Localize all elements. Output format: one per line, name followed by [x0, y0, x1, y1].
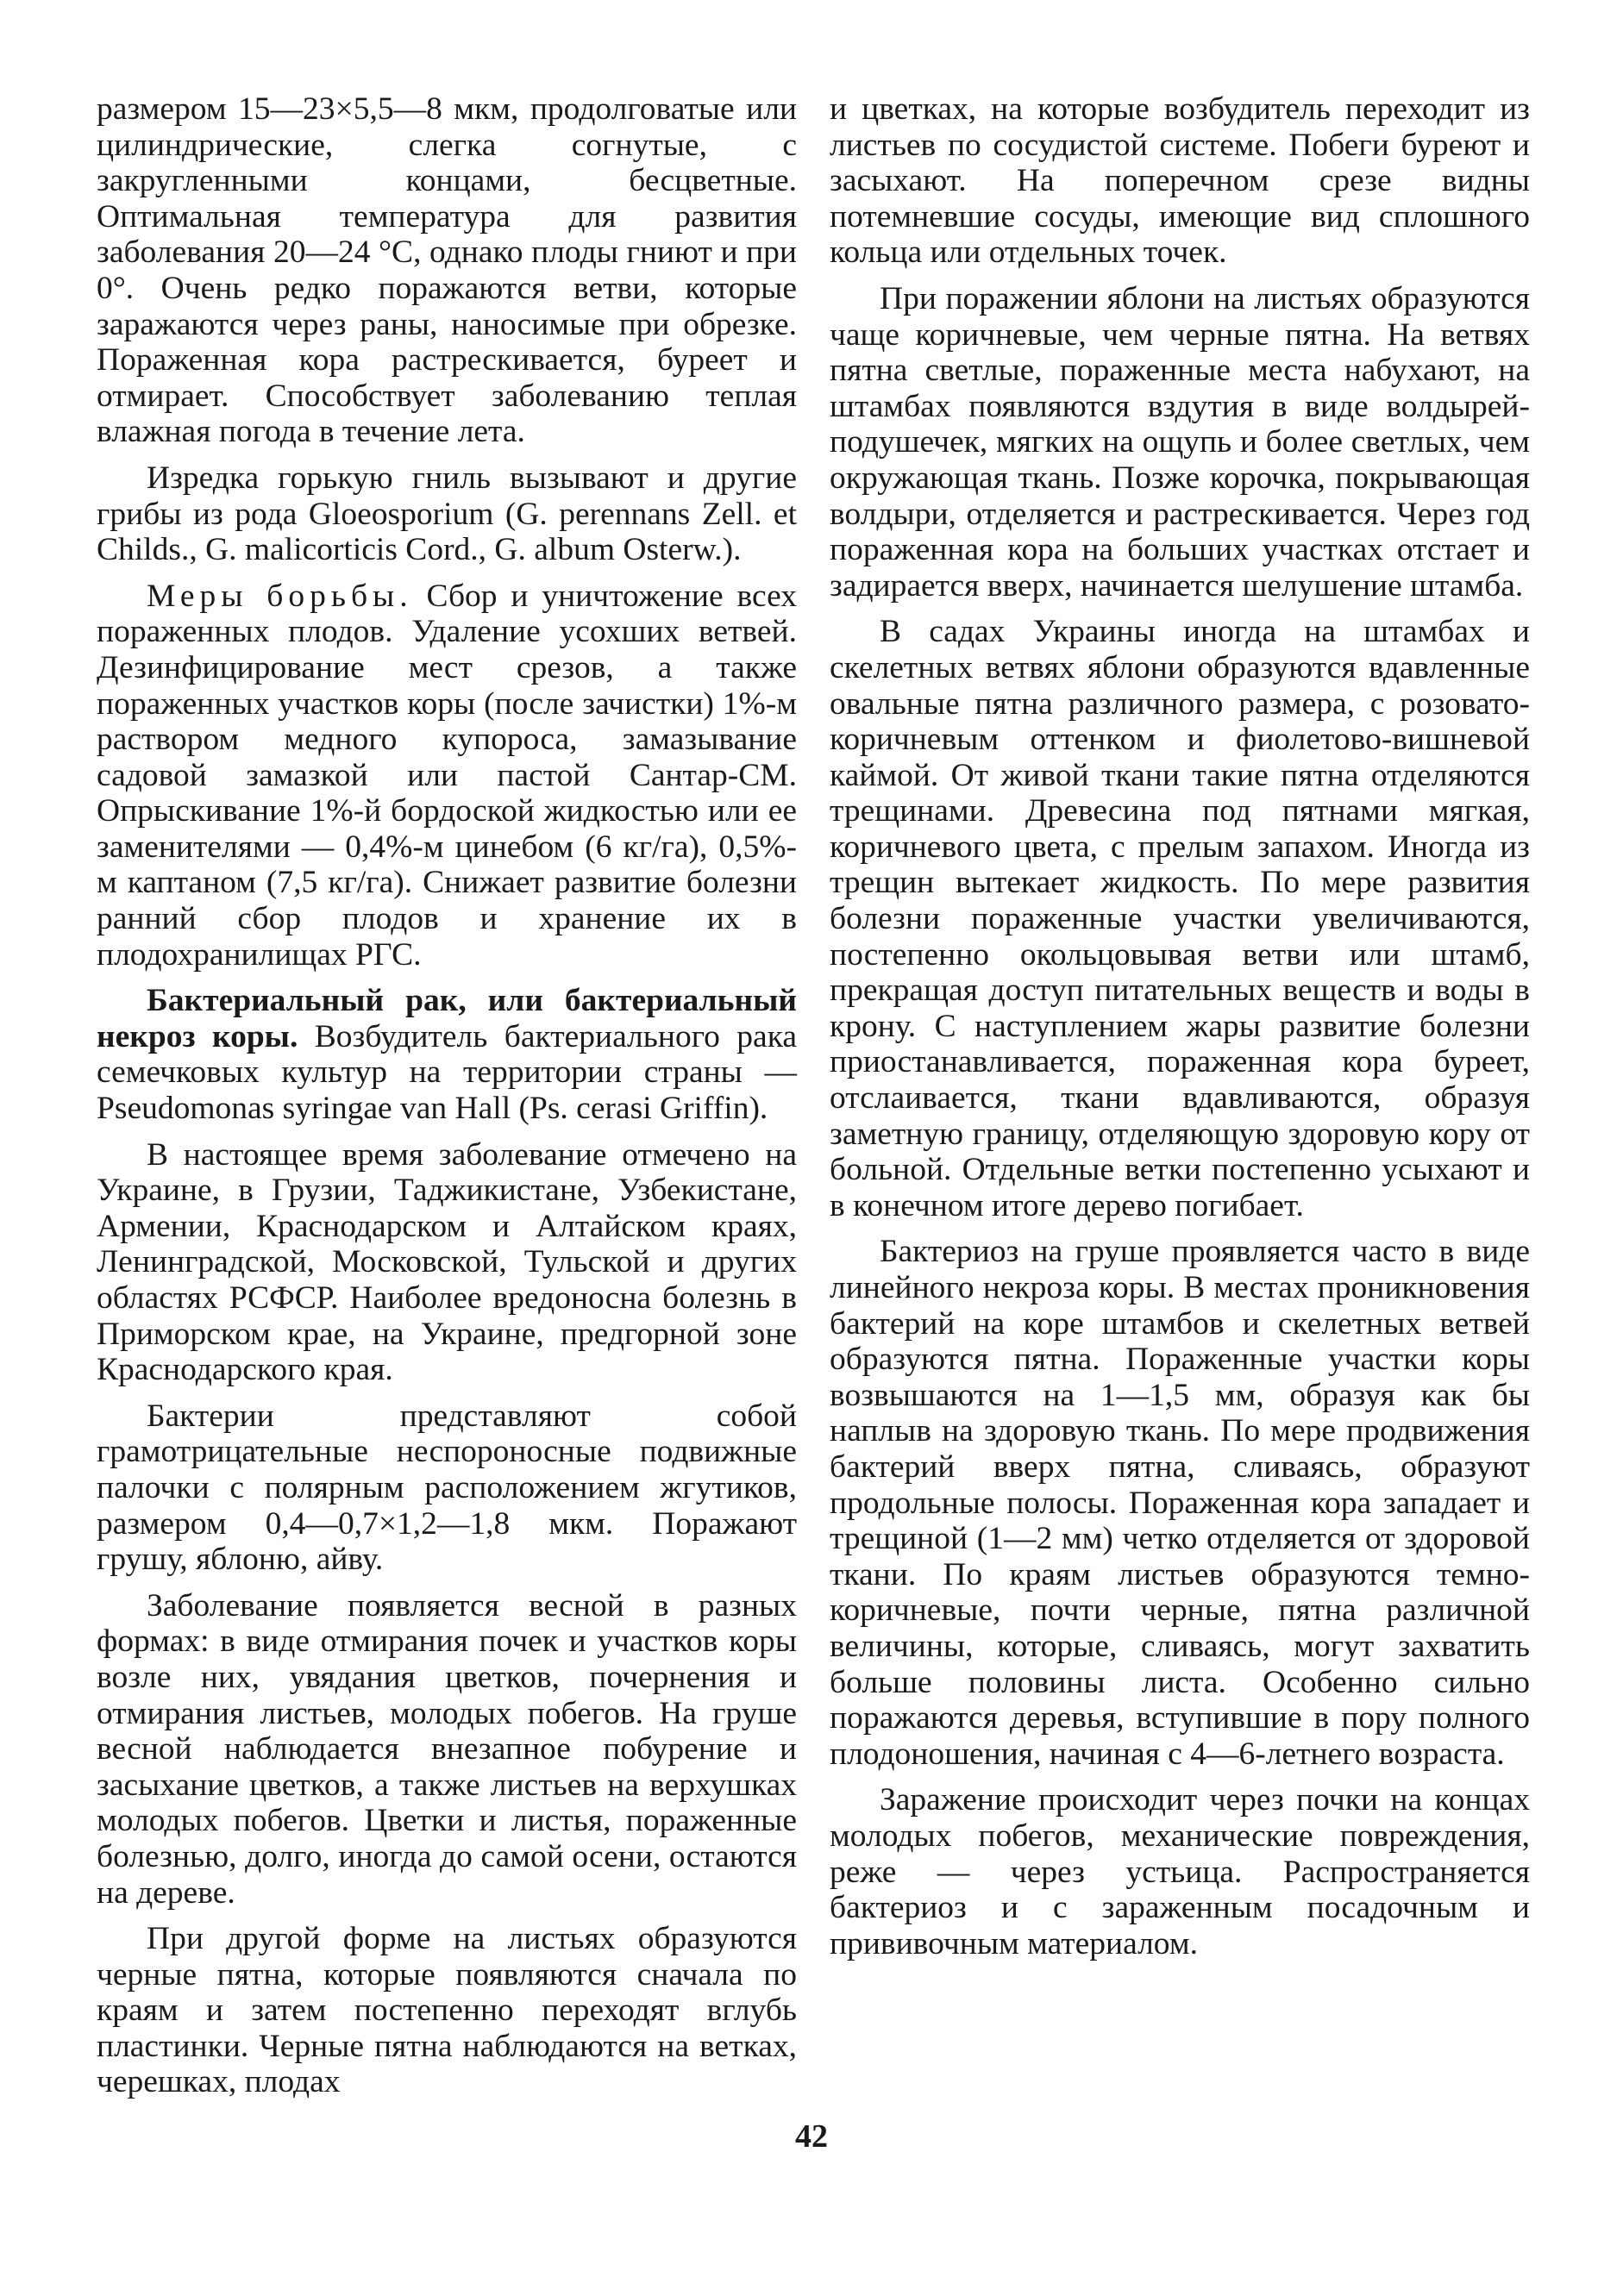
paragraph-pear-bacteriosis: Бактериоз на груше проявляется часто в виде линейного некроза коры. В местах проникновения бактерий на коре штамбов и скелетных ветвей образуются пятна. Пораженные участки коры возвышаются на 1—1,5 мм, образуя как бы наплыв на здоровую ткань. По мере продвижения бактерий вверх пятна, сливаясь, образуют продольные полосы. Пораженная кора западает и трещиной (1—2 мм) четко отделяется от здоровой ткани. По краям листьев образуются темно-коричневые, почти черные, пятна различной величины, которые, сливаясь, могут захватить больше половины листа. Особенно сильно поражаются деревья, вступившие в пору полного плодоношения, начиная с 4—6-летнего возраста. [830, 1234, 1530, 1772]
control-measures-lead: Меры борьбы. [147, 578, 413, 614]
paragraph-spring-symptoms: Заболевание появляется весной в разных формах: в виде отмирания почек и участков коры возле них, увядания цветков, почернения и отмирания листьев, молодых побегов. На груше весной наблюдается внезапное побурение и засыхание цветков, а также листьев на верхушках молодых побегов. Цветки и листья, пораженные болезнью, долго, иногда до самой осени, остаются на дереве. [97, 1587, 797, 1911]
paragraph-vascular-spread: и цветках, на которые возбудитель переходит из листьев по сосудистой системе. Побеги буреют и засыхают. На поперечном срезе видны потемневшие сосуды, имеющие вид сплошного кольца или отдельных точек. [830, 91, 1530, 271]
control-measures-text: Сбор и уничтожение всех пораженных плодов. Удаление усохших ветвей. Дезинфицирование мест срезов, а также пораженных участков коры (после зачистки) 1%-м раствором медного купороса, замазывание садовой замазкой или пастой Сантар-СМ. Опрыскивание 1%-й бордоской жидкостью или ее заменителями — 0,4%-м цинебом (6 кг/га), 0,5%-м каптаном (7,5 кг/га). Снижает развитие болезни ранний сбор плодов и хранение их в плодохранилищах РГС. [97, 578, 797, 973]
paragraph-bacterial-canker [97, 983, 797, 1126]
paragraph-leaf-spots: При другой форме на листьях образуются черные пятна, которые появляются сначала по краям и затем постепенно переходят вглубь пластинки. Черные пятна наблюдаются на ветках, черешках, плодах [97, 1921, 797, 2100]
paragraph-distribution: В настоящее время заболевание отмечено на Украине, в Грузии, Таджикистане, Узбекистане, Армении, Краснодарском и Алтайском краях, Ленинградской, Московской, Тульской и других областях РСФСР. Наиболее вредоносна болезнь в Приморском крае, на Украине, предгорной зоне Краснодарского края. [97, 1136, 797, 1388]
section-heading-bacterial-canker: Бактериальный рак, или бактериальный некроз коры. [97, 983, 797, 1054]
page-number: 42 [795, 2118, 828, 2155]
paragraph-apple-symptoms: При поражении яблони на листьях образуются чаще коричневые, чем черные пятна. На ветвях пятна светлые, пораженные места набухают, на штамбах появляются вздутия в виде волдырей-подушечек, мягких на ощупь и более светлых, чем окружающая ткань. Позже корочка, покрывающая волдыри, отделяется и растрескивается. Через год пораженная кора на больших участках отстает и задирается вверх, начинается шелушение штамба. [830, 280, 1530, 604]
left-text-column [97, 91, 797, 2111]
right-text-column [830, 91, 1530, 1972]
paragraph-control-measures [97, 579, 797, 973]
paragraph-continued-description: размером 15—23×5,5—8 мкм, продолговатые или цилиндрические, слегка согнутые, с закругленными концами, бесцветные. Оптимальная температура для развития заболевания 20—24 °С, однако плоды гниют и при 0°. Очень редко поражаются ветви, которые заражаются через раны, наносимые при обрезке. Пораженная кора растрескивается, буреет и отмирает. Способствует заболеванию теплая влажная погода в течение лета. [97, 91, 797, 450]
bacterial-canker-text: Возбудитель бактериального рака семечковых культур на территории страны — Pseudomonas syringae van Hall (Ps. cerasi Griffin). [97, 1018, 797, 1127]
paragraph-bacteria-description: Бактерии представляют собой грамотрицательные неспороносные подвижные палочки с полярным расположением жгутиков, размером 0,4—0,7×1,2—1,8 мкм. Поражают грушу, яблоню, айву. [97, 1398, 797, 1578]
paragraph-infection-routes: Заражение происходит через почки на концах молодых побегов, механические повреждения, реже — через устьица. Распространяется бактериоз и с зараженным посадочным и прививочным материалом. [830, 1782, 1530, 1961]
paragraph-other-fungi: Изредка горькую гниль вызывают и другие грибы из рода Gloeosporium (G. perennans Zell. et Childs., G. malicorticis Cord., G. album Osterw.). [97, 460, 797, 568]
paragraph-ukraine-gardens: В садах Украины иногда на штамбах и скелетных ветвях яблони образуются вдавленные овальные пятна различного размера, с розовато-коричневым оттенком и фиолетово-вишневой каймой. От живой ткани такие пятна отделяются трещинами. Древесина под пятнами мягкая, коричневого цвета, с прелым запахом. Иногда из трещин вытекает жидкость. По мере развития болезни пораженные участки увеличиваются, постепенно окольцовывая ветви или штамб, прекращая доступ питательных веществ и воды в крону. С наступлением жары развитие болезни приостанавливается, пораженная кора буреет, отслаивается, ткани вдавливаются, образуя заметную границу, отделяющую здоровую кору от больной. Отдельные ветки постепенно усыхают и в конечном итоге дерево погибает. [830, 614, 1530, 1223]
